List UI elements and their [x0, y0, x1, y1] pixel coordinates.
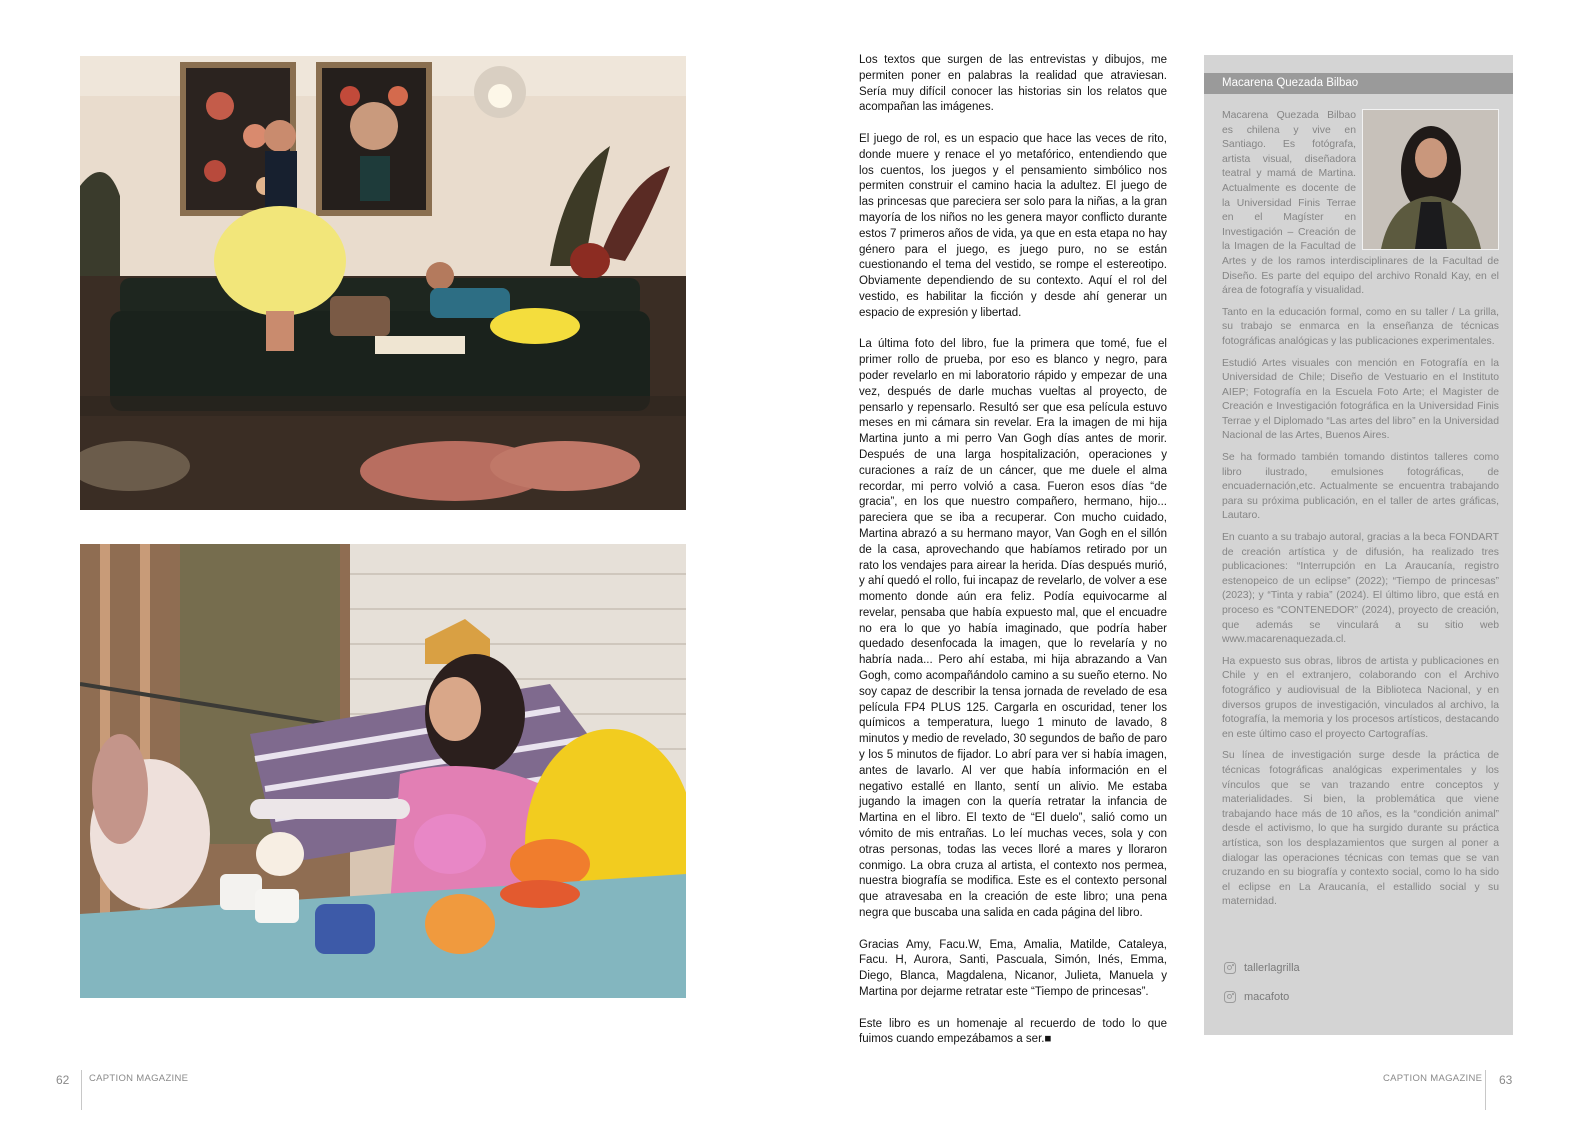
social-handle: tallerlagrilla [1244, 962, 1300, 974]
page-number-left: 62 [56, 1073, 70, 1087]
article-paragraph: Los textos que surgen de las entrevistas y dibujos, me permiten poner en palabras la realidad que atraviesan. Sería muy difícil conocer las historias sin los relatos que acompañan las imágenes. [859, 54, 1167, 114]
social-link-tallerlagrilla[interactable] [1224, 959, 1300, 977]
author-portrait [1362, 109, 1499, 250]
photo-tea-party-princess [80, 544, 686, 998]
author-bio-paragraph: En cuanto a su trabajo autoral, gracias a la beca FONDART de creación artística y de difusión, ha realizado tres publicaciones: “Interrupción en La Araucanía, registro estenopeico de un eclipse” (2022); “Tiempo de princesas” (2023); y “Tinta y rabia” (2024). El último libro, que está en proceso es “CONTENEDOR” (2024), proyecto de creación, que además se vinculará a su sitio web www.macarenaquezada.cl. [1222, 532, 1499, 646]
magazine-name-left: CAPTION MAGAZINE [89, 1073, 189, 1084]
instagram-icon [1224, 991, 1236, 1003]
page-number-right: 63 [1499, 1073, 1513, 1087]
social-handle: macafoto [1244, 991, 1290, 1003]
article-paragraph: Este libro es un homenaje al recuerdo de todo lo que fuimos cuando empezábamos a ser.■ [859, 1017, 1167, 1046]
article-paragraph: La última foto del libro, fue la primera que tomé, fue el primer rollo de prueba, por eso es blanco y negro, para poder revelarlo en mi laboratorio rápido y empezar de una vez, después de darle muchas vueltas al proyecto, de pensarlo y repensarlo. Resultó ser que esa película estuvo meses en mi cámara sin revelar. Era la imagen de mi hija Martina junto a mi perro Van Gogh días antes de morir. Después de una larga hospitalización, operaciones y curaciones a raíz de un cáncer, que me duele el alma recordar, mi perro volvió a casa. Fueron esos días “de gracia”, en los que nuestro compañero, hermano, hijo... pareciera que se iba a recuperar. Con mucho cuidado, Martina abrazó a su hermano mayor, Van Gogh en el sillón de la casa, aprovechando que habíamos retirado por un rato los vendajes para airear la herida. Días después murió, y ahí quedó el rollo, fui incapaz de revelarlo, de volver a ese momento donde aún era feliz. Podía equivocarme al revelar, pensaba que había expuesto mal, que el encuadre no era lo que yo había imaginado, que podría haber quedado desenfocada la imagen, que lo revelaría y no habría nada... Pero ahí estaba, mi hija abrazando a Van Gogh, como acompañándolo camino a su sueño eterno. No soy capaz de describir la tensa jornada de revelado de esa película FP4 PLUS 125. Cargarla en oscuridad, tener los químicos a temperatura, luego 1 minuto de lavado, 8 minutos y medio de revelado, 30 segundos de baño de paro y los 5 minutos de fijador. Lo abrí para ver si había imagen, antes de lavarlo. Al ver que había información en el negativo estallé en llanto, sentí un alivio. Me estaba jugando la imagen con la quería retratar la infancia de Martina en el libro. El texto de “El duelo”, salió como un vómito de mis entrañas. Lo leí muchas veces, sola y con otras personas, todas las veces lloré a mares y lloraron conmigo. La obra cruza al artista, el contexto nos permea, nuestra biografía se modifica. Este es el contexto personal que atravesaba en la creación de este libro; una pena negra que buscaba una salida en cada página del libro. [859, 338, 1167, 920]
footer-divider [1485, 1070, 1486, 1110]
footer-divider [81, 1070, 82, 1110]
author-bio-paragraph: Ha expuesto sus obras, libros de artista y publicaciones en Chile y en el extranjero, colaborando con el Archivo fotográfico y audiovisual de la Biblioteca Nacional, y en diversos grupos de investigación, vinculados al archivo, la fotografía, la memoria y los procesos artísticos, destacando en este último caso el proyecto Cartografías. [1222, 655, 1499, 740]
author-bio-paragraph: Tanto en la educación formal, como en su taller / La grilla, su trabajo se enmarca en la enseñanza de técnicas fotográficas analógicas y las publicaciones experimentales. [1222, 306, 1499, 347]
author-name-header: Macarena Quezada Bilbao [1204, 73, 1513, 94]
instagram-icon [1224, 962, 1236, 974]
author-bio [1222, 109, 1499, 917]
author-bio-paragraph: Estudió Artes visuales con mención en Fotografía en la Universidad de Chile; Diseño de Vestuario en el Instituto AIEP; Fotografía en la Escuela Foto Arte; el Magister de Creación e Investigación fotográfica en la Universidad Finis Terrae y el Diplomado “Las artes del libro” en la Universidad Nacional de las Artes, Buenos Aires. [1222, 357, 1499, 442]
author-bio-paragraph: Su línea de investigación surge desde la práctica de técnicas fotográficas analógicas experimentales y los vínculos que se van trazando entre conceptos y materialidades. Si bien, la problemática que viene trabajando hace más de 10 años, es la “condición animal” desde el activismo, lo que ha surgido durante su práctica artística, son los desplazamientos que surgen al poner a dialogar las operaciones técnicas con temas que se van cruzando en su biografía y contexto social, como lo ha sido el eclipse en La Araucanía, el estallido social y su maternidad. [1222, 750, 1499, 908]
author-bio-paragraph: Se ha formado también tomando distintos talleres como libro ilustrado, emulsiones fotográficas, de encuadernación,etc. Actualmente se encuentra trabajando para su próxima publicación, en el taller de artes gráficas, Lautaro. [1222, 452, 1499, 522]
author-bio-sidebar [1204, 55, 1513, 1035]
article-body [859, 53, 1167, 1064]
magazine-name-right: CAPTION MAGAZINE [1383, 1073, 1483, 1084]
article-paragraph: El juego de rol, es un espacio que hace las veces de rito, donde muere y renace el yo metafórico, entendiendo que los cuentos, los juegos y el pensamiento simbólico nos permiten construir el camino hacia la adultez. El juego de las princesas que pareciera ser solo para la niñas, a la gran mayoría de los niños no les genera mayor conflicto durante estos 7 primeros años de vida, ya que en esta etapa no hay género para el juego, es juego puro, no se están cuestionando el tema del vestido, se rompe el estereotipo. Obviamente dependiendo de su contexto. Aquí el rol del vestido, es habilitar la ficción y desde ahí generar un espacio de expresión y libertad. [859, 132, 1167, 319]
photo-living-room-princesses [80, 56, 686, 510]
social-link-macafoto[interactable] [1224, 988, 1289, 1006]
author-bio-paragraph: Macarena Quezada Bilbao es chilena y vive en Santiago. Es fotógrafa, artista visual, diseñadora teatral y mamá de Martina. Actualmente es docente de la Universidad Finis Terrae en el Magíster en Investigación – Creación de la Imagen de la Facultad de Artes y de los ramos interdisciplinares de la Facultad de Diseño. Es parte del equipo del archivo Ronald Kay, en el área de fotografía y visualidad. [1222, 110, 1499, 297]
article-paragraph: Gracias Amy, Facu.W, Ema, Amalia, Matilde, Cataleya, Facu. H, Aurora, Santi, Pascuala, Simón, Inés, Emma, Diego, Blanca, Magdalena, Nicanor, Julieta, Manuela y Martina por dejarme retratar este “Tiempo de princesas”. [859, 938, 1167, 999]
